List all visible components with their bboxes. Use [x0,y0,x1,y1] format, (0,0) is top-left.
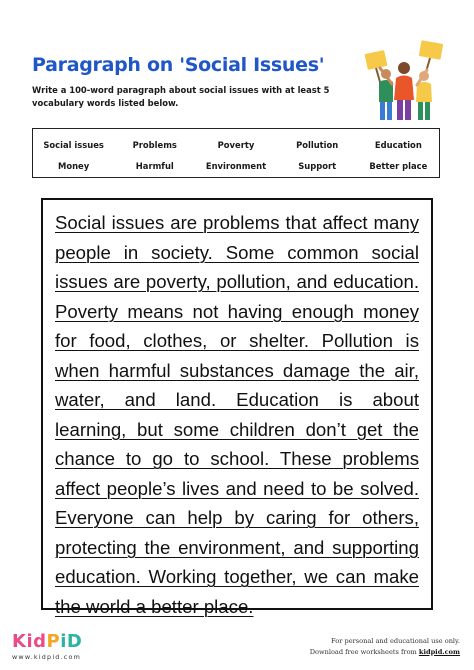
vocabulary-word: Pollution [296,140,339,150]
page-title: Paragraph on 'Social Issues' [32,54,325,76]
vocabulary-row [33,161,439,171]
vocabulary-word: Environment [205,161,267,171]
instructions-text: Write a 100-word paragraph about social issues with at least 5 vocabulary words listed below. [32,85,330,108]
logo-mark [12,632,82,652]
logo-part: Kid [12,631,47,652]
vocabulary-word: Problems [132,140,177,150]
kidpid-link[interactable]: kidpid.com [418,647,460,656]
paragraph-text: Social issues are problems that affect many people in society. Some common social issues are poverty, pollution, and education. Poverty means not having enough money for food, clothes, or shelter. Pollution is when harmful substances damage the air, water, and land. Education is about learning, but some children don’t get the chance to go to school. These problems affect people’s lives and need to be solved. Everyone can help by caring for others, protecting the environment, and supporting education. Working together, we can make the world a better place. [55,212,419,617]
vocabulary-word: Better place [369,161,428,171]
vocabulary-word: Money [57,161,90,171]
vocabulary-row [33,140,439,150]
footer-line-1: For personal and educational use only. [331,637,460,645]
vocabulary-word: Poverty [217,140,255,150]
logo-part: iD [60,631,83,652]
vocabulary-word: Education [374,140,422,150]
footer-line-2-prefix: Download free worksheets from [309,647,419,656]
logo-part: P [46,631,61,652]
protesters-with-signs-icon [362,38,448,124]
footer-line-2 [310,647,460,658]
logo-url: www.kidpid.com [12,653,82,661]
vocabulary-word: Social issues [43,140,104,150]
kidpid-logo [12,632,82,661]
footer-note [310,636,460,657]
vocabulary-box [32,128,440,178]
paragraph-box [41,198,433,617]
vocabulary-word: Harmful [135,161,174,171]
vocabulary-word: Support [298,161,337,171]
